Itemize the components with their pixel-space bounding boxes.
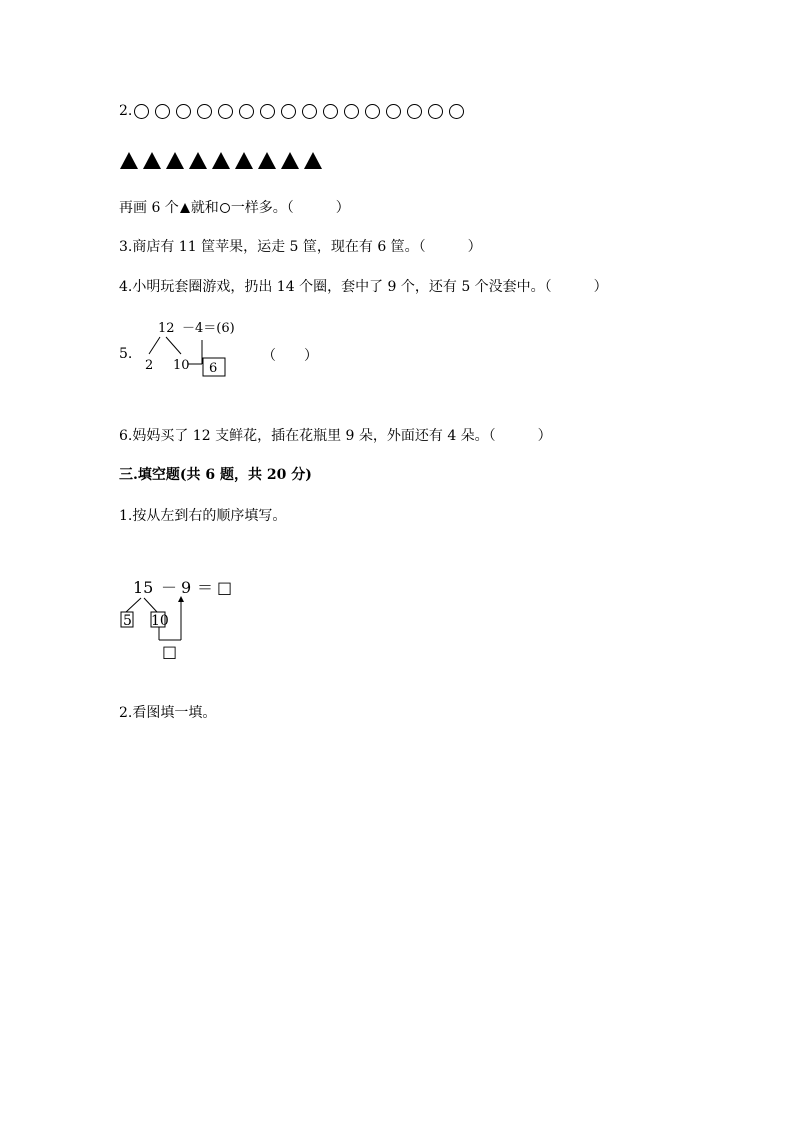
s3-q2-text: 2.看图填一填。 [119,705,217,721]
s3-q1-split-right: 10 [151,613,169,629]
triangle-icon [143,152,161,169]
q5-branch-left [149,337,160,354]
q2-text-middle: 就和 [190,200,219,216]
circle-icon [407,104,422,119]
circle-icon [218,104,233,119]
s3-q1-answer-box: □ [217,578,233,597]
q2-text-after: 一样多。（ ） [230,200,350,216]
q6-text: 6.妈妈买了 12 支鲜花，插在花瓶里 9 朵，外面还有 4 朵。（ ） [119,428,552,444]
circle-icon [365,104,380,119]
circle-icon [281,104,296,119]
q2-number: 2. [119,103,133,119]
s3-q1-bottom-box: □ [162,642,178,661]
q5-split-left: 2 [145,358,154,373]
circle-icon [220,203,230,213]
s3-q1-split-left: 5 [123,613,132,629]
s3-q1-minuend: 15 [133,578,154,597]
circle-icon [386,104,401,119]
circle-icon [323,104,338,119]
triangle-icon [304,152,322,169]
q5-branch-right [166,337,181,354]
circle-icon [449,104,464,119]
circle-icon [134,104,149,119]
s3-q1-minus: － [161,578,178,597]
triangle-icon [281,152,299,169]
circle-icon [344,104,359,119]
q2-triangles [120,152,327,169]
s3-q1-branch-left [126,598,141,612]
q4-text: 4.小明玩套圈游戏，扔出 14 个圈，套中了 9 个，还有 5 个没套中。（ ） [119,279,608,295]
q2-circles-row [119,103,470,119]
s3-q1-text: 1.按从左到右的顺序填写。 [119,508,287,524]
circle-icon [302,104,317,119]
q5-minus-part: －4＝(6) [182,321,235,336]
q5-number: 5. [119,346,133,362]
circle-icon [239,104,254,119]
circle-icon [176,104,191,119]
section3-title: 三.填空题(共 6 题，共 20 分) [119,467,312,483]
q3-text: 3.商店有 11 筐苹果，运走 5 筐，现在有 6 筐。（ ） [119,239,482,255]
s3-q1-branch-right [144,598,157,612]
circle-icon [197,104,212,119]
circle-icon [428,104,443,119]
q5-diagram [140,312,250,382]
triangle-icon [258,152,276,169]
q5-answer: （ ） [262,348,318,364]
triangle-icon [235,152,253,169]
triangle-icon [180,203,190,213]
s3-q1-equals: ＝ [197,578,214,597]
q5-split-right: 10 [173,358,190,373]
triangle-icon [189,152,207,169]
triangle-icon [120,152,138,169]
q2-statement [119,197,350,217]
circle-icon [155,104,170,119]
q2-text-before: 再画 6 个 [119,200,179,216]
circle-icon [260,104,275,119]
triangle-icon [166,152,184,169]
q5-minuend: 12 [158,321,175,336]
triangle-icon [212,152,230,169]
s3-q1-diagram [115,572,245,662]
s3-q1-subtrahend: 9 [181,578,192,597]
q5-box-value: 6 [209,361,218,376]
q2-circles [134,104,470,119]
